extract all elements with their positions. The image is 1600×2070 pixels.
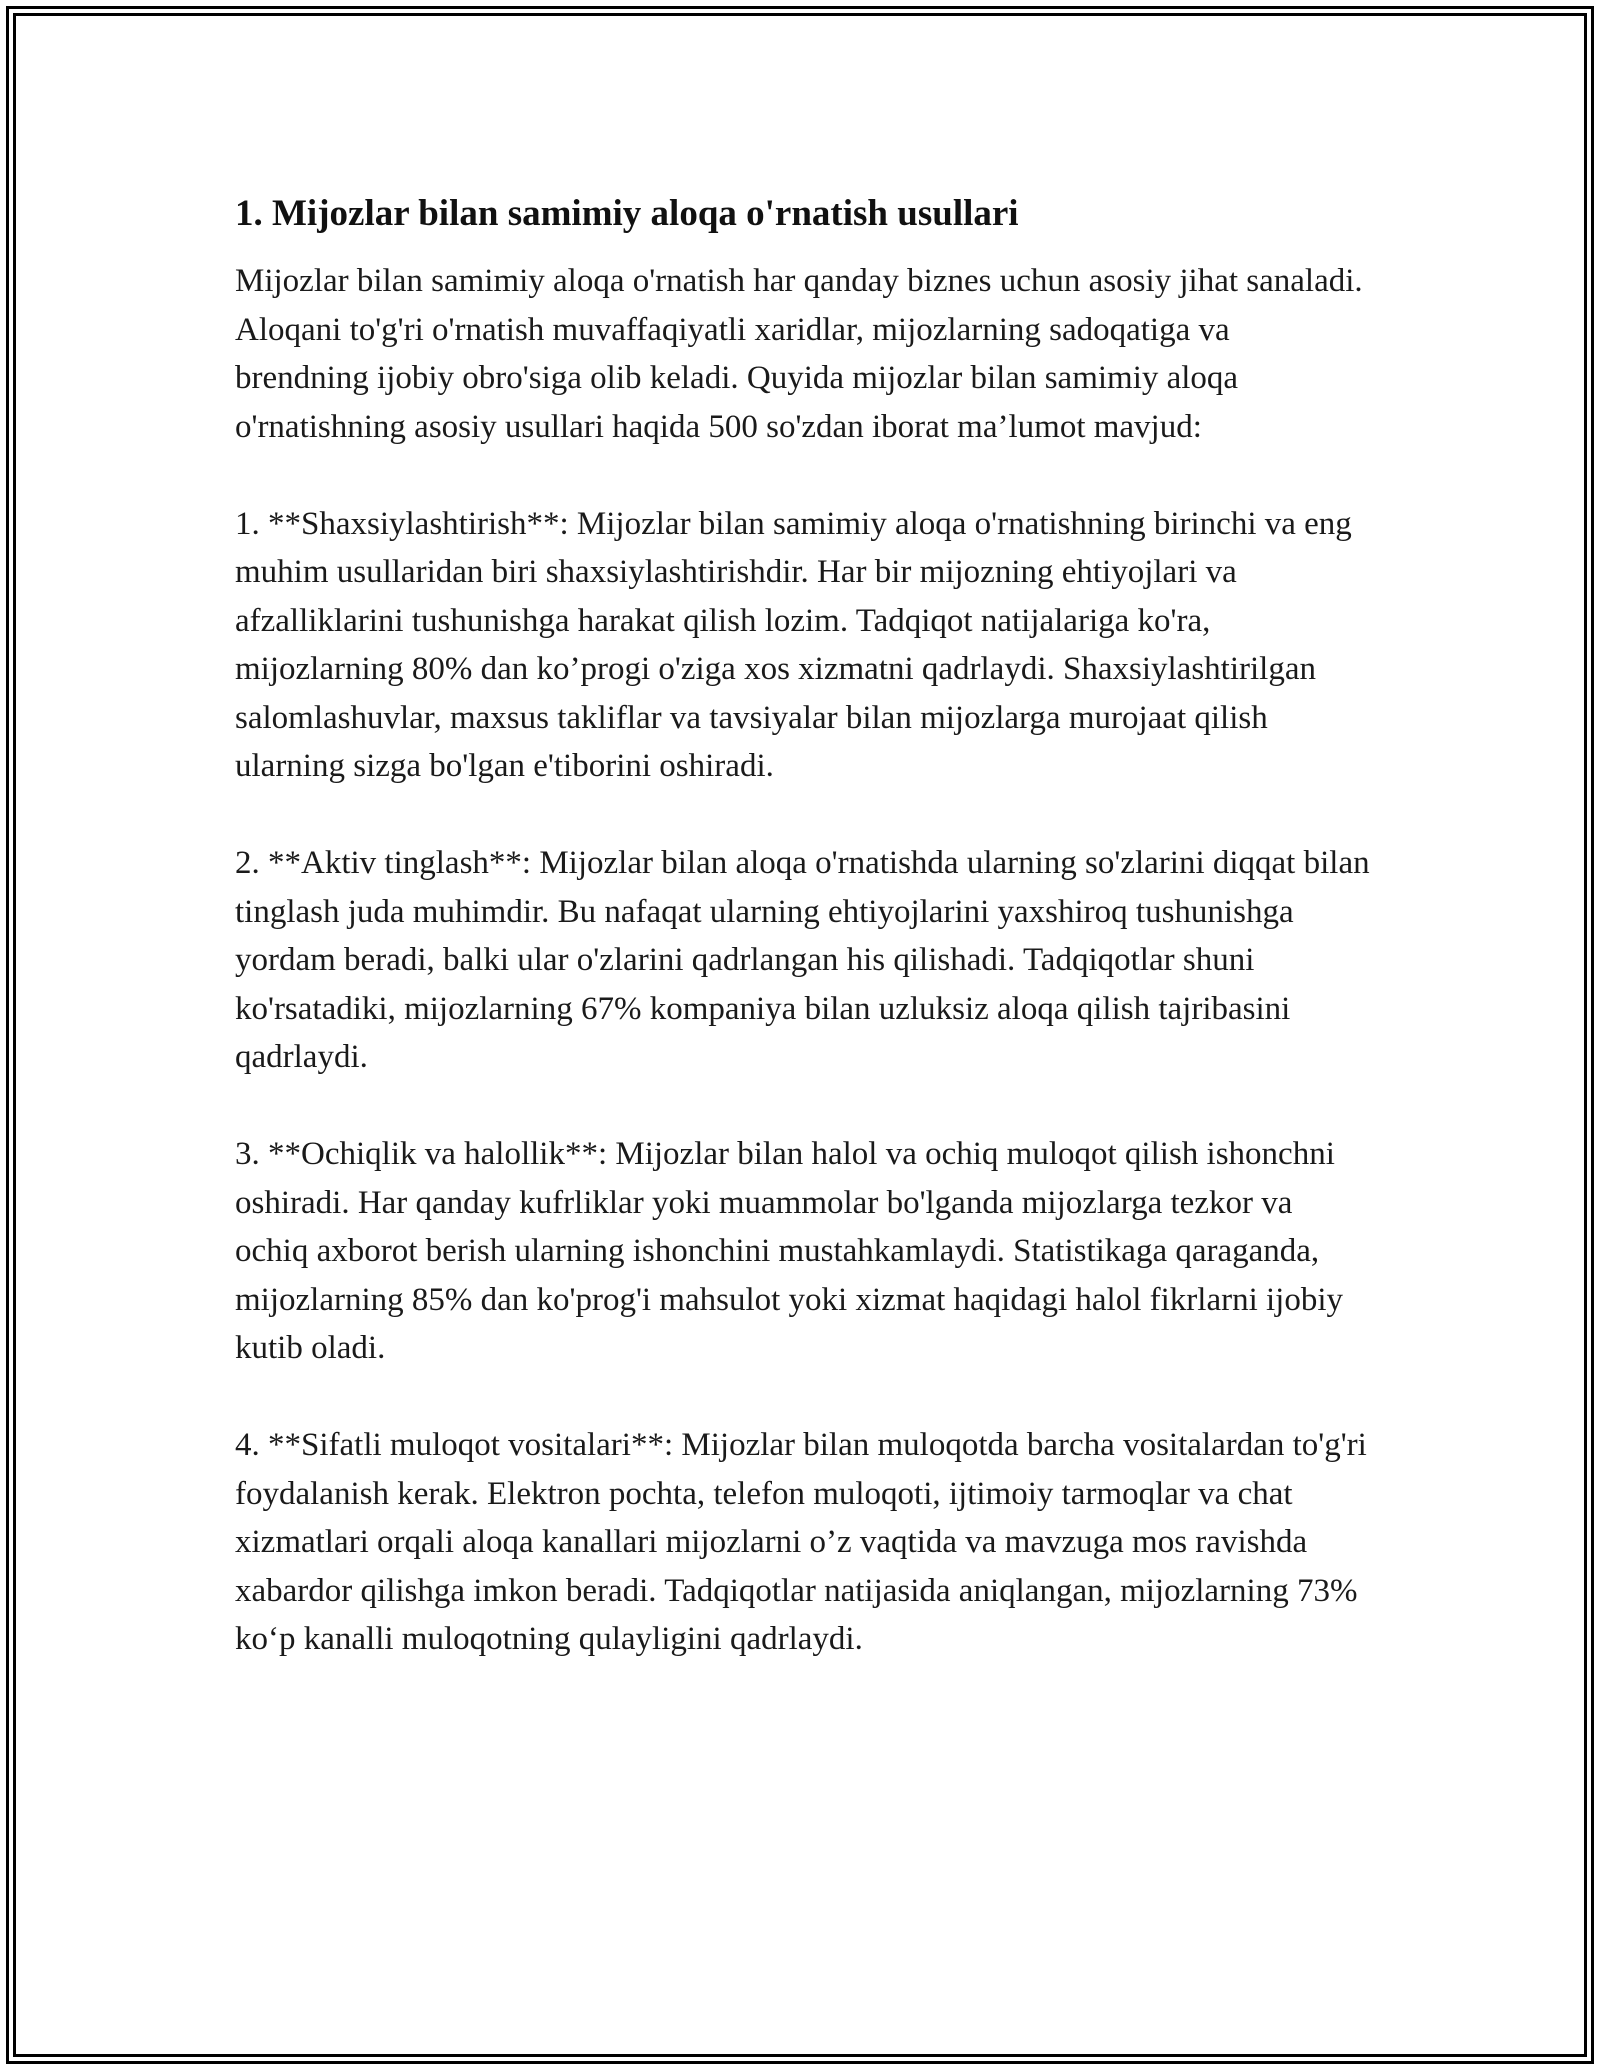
paragraph-ochiqlik-halollik: 3. **Ochiqlik va halollik**: Mijozlar bilan halol va ochiq muloqot qilish ishonchni oshiradi. Har qanday kufrliklar yoki muammolar bo'lganda mijozlarga tezkor va ochiq axborot berish ularning ishonchini mustahkamlaydi. Statistikaga qaraganda, mijozlarning 85% dan ko'prog'i mahsulot yoki xizmat haqidagi halol fikrlarni ijobiy kutib oladi. [235,1136,1344,1366]
paragraph-shaxsiylashtirish: 1. **Shaxsiylashtirish**: Mijozlar bilan samimiy aloqa o'rnatishning birinchi va eng muhim usullaridan biri shaxsiylashtirishdir. Har bir mijozning ehtiyojlari va afzalliklarini tushunishga harakat qilish lozim. Tadqiqot natijalariga ko'ra, mijozlarning 80% dan ko’progi o'ziga xos xizmatni qadrlaydi. Shaxsiylashtirilgan salomlashuvlar, maxsus takliflar va tavsiyalar bilan mijozlarga murojaat qilish ularning sizga bo'lgan e'tiborini oshiradi. [235,505,1352,784]
document-title: 1. Mijozlar bilan samimiy aloqa o'rnatish usullari [235,193,1019,234]
intro-paragraph: Mijozlar bilan samimiy aloqa o'rnatish har qanday biznes uchun asosiy jihat sanaladi. Aloqani to'g'ri o'rnatish muvaffaqiyatli xaridlar, mijozlarning sadoqatiga va brendning ijobiy obro'siga olib keladi. Quyida mijozlar bilan samimiy aloqa o'rnatishning asosiy usullari haqida 500 so'zdan iborat ma’lumot mavjud: [235,263,1363,445]
document-body [235,185,1370,1712]
paragraph-muloqot-vositalari: 4. **Sifatli muloqot vositalari**: Mijozlar bilan muloqotda barcha vositalardan to'g'ri foydalanish kerak. Elektron pochta, telefon muloqoti, ijtimoiy tarmoqlar va chat xizmatlari orqali aloqa kanallari mijozlarni o’z vaqtida va mavzuga mos ravishda xabardor qilishga imkon beradi. Tadqiqotlar natijasida aniqlangan, mijozlarning 73% ko‘p kanalli muloqotning qulayligini qadrlaydi. [235,1427,1367,1657]
paragraph-aktiv-tinglash: 2. **Aktiv tinglash**: Mijozlar bilan aloqa o'rnatishda ularning so'zlarini diqqat bilan tinglash juda muhimdir. Bu nafaqat ularning ehtiyojlarini yaxshiroq tushunishga yordam beradi, balki ular o'zlarini qadrlangan his qilishadi. Tadqiqotlar shuni ko'rsatadiki, mijozlarning 67% kompaniya bilan uzluksiz aloqa qilish tajribasini qadrlaydi. [235,845,1370,1075]
